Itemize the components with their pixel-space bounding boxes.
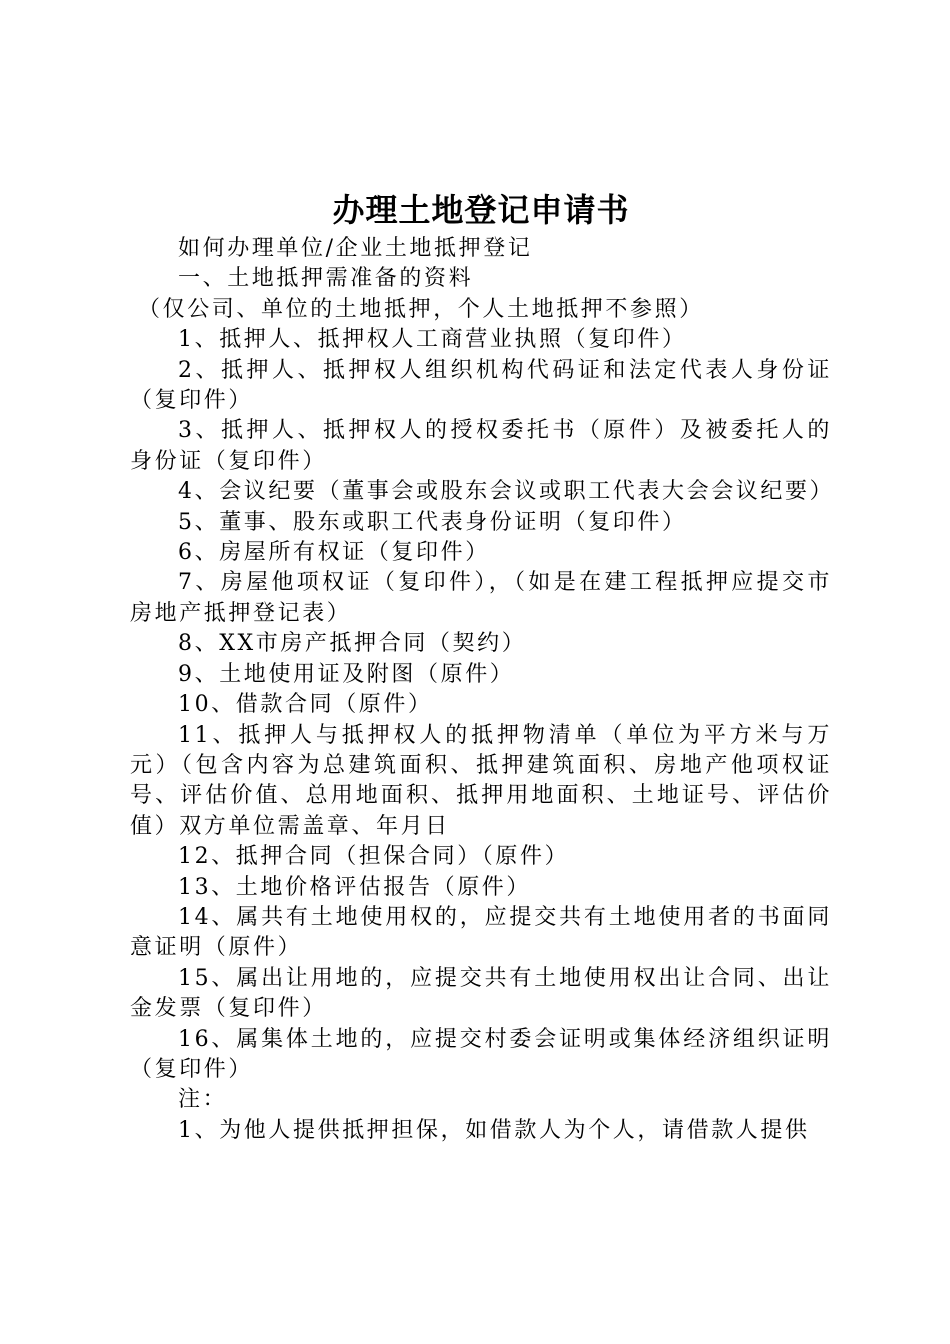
list-item-1: 1、抵押人、抵押权人工商营业执照（复印件）: [178, 327, 687, 353]
list-item-10: 10、借款合同（原件）: [178, 692, 433, 718]
list-item-8: 8、XX市房产抵押合同（契约）: [178, 631, 527, 657]
list-item-14: 14、属共有土地使用权的，应提交共有土地使用者的书面同意证明（原件）: [130, 904, 832, 961]
list-item-13: 13、土地价格评估报告（原件）: [178, 874, 531, 900]
list-item-16: 16、属集体土地的，应提交村委会证明或集体经济组织证明（复印件）: [130, 1026, 832, 1082]
paragraph-subtitle: 如何办理单位/企业土地抵押登记: [178, 236, 533, 261]
list-item-2: 2、抵押人、抵押权人组织机构代码证和法定代表人身份证（复印件）: [130, 357, 832, 414]
note-item-1: 1、为他人提供抵押担保，如借款人为个人，请借款人提供: [178, 1117, 810, 1143]
list-item-11: 11、抵押人与抵押权人的抵押物清单（单位为平方米与万元）（包含内容为总建筑面积、抵押建筑面积、房地产他项权证号、评估价值、总用地面积、抵押用地面积、土地证号、评估价值）双方单位需盖章、年月日: [130, 722, 832, 839]
list-item-3: 3、抵押人、抵押权人的授权委托书（原件）及被委托人的身份证（复印件）: [130, 418, 832, 474]
document-title: 办理土地登记申请书: [332, 191, 630, 229]
list-item-12: 12、抵押合同（担保合同）（原件）: [178, 844, 570, 870]
document-page: [130, 188, 835, 1146]
paragraph-scope-note: （仅公司、单位的土地抵押，个人土地抵押不参照）: [138, 296, 704, 322]
list-item-4: 4、会议纪要（董事会或股东会议或职工代表大会会议纪要）: [178, 479, 835, 505]
note-heading: 注：: [178, 1087, 228, 1113]
list-item-6: 6、房屋所有权证（复印件）: [178, 540, 490, 566]
list-item-15: 15、属出让用地的，应提交共有土地使用权出让合同、出让金发票（复印件）: [130, 965, 832, 1022]
list-item-9: 9、土地使用证及附图（原件）: [178, 661, 515, 687]
list-item-5: 5、董事、股东或职工代表身份证明（复印件）: [178, 509, 687, 535]
list-item-7: 7、房屋他项权证（复印件），（如是在建工程抵押应提交市房地产抵押登记表）: [130, 570, 832, 626]
paragraph-section-heading: 一、土地抵押需准备的资料: [178, 266, 474, 292]
document-body: [130, 234, 835, 1146]
